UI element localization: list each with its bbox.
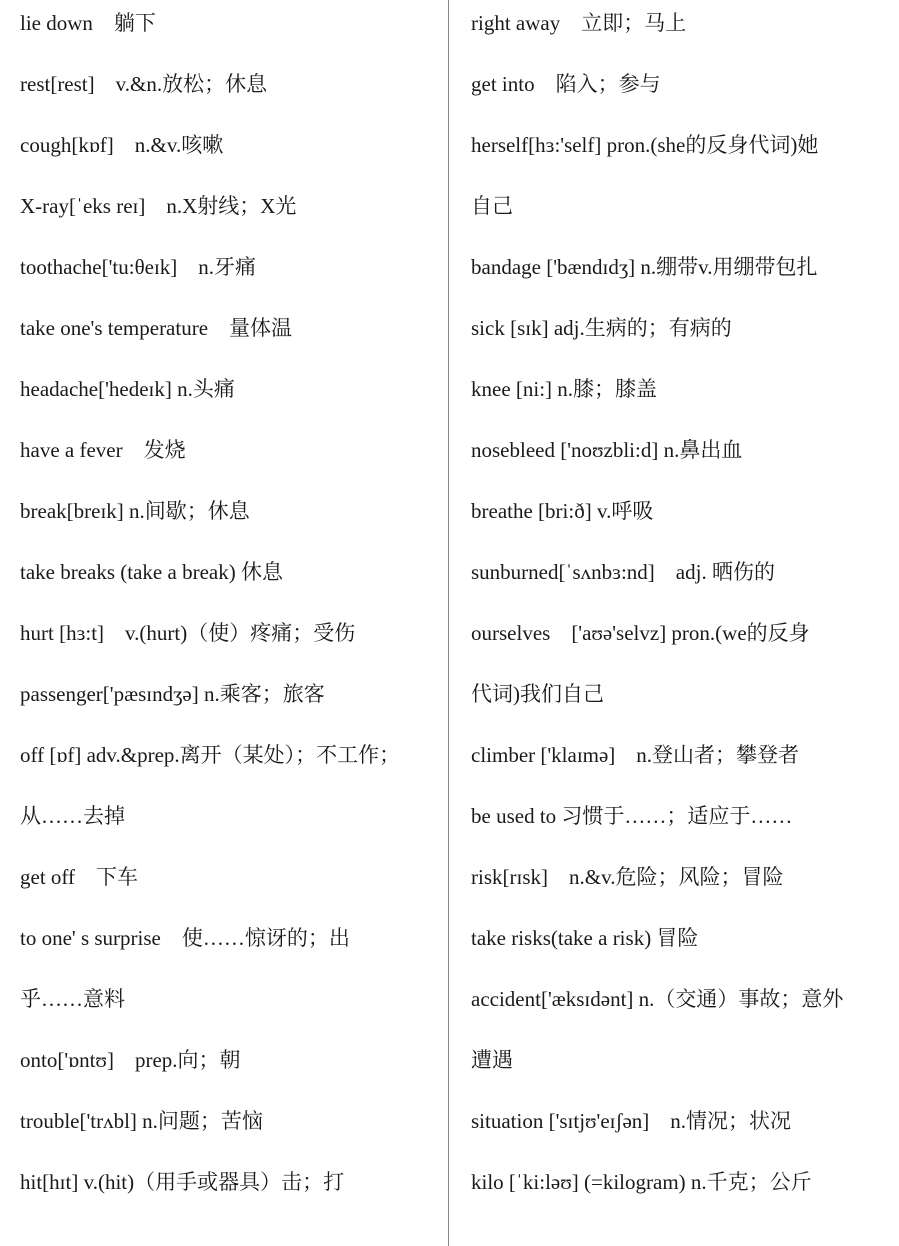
vocab-line: lie down 躺下 [20, 11, 156, 35]
vocab-line: 从……去掉 [20, 804, 125, 828]
vocab-line: hit[hɪt] v.(hit)（用手或器具）击；打 [20, 1170, 345, 1194]
vocab-line: breathe [bri:ð] v.呼吸 [471, 499, 654, 523]
vocab-line: bandage ['bændɪdʒ] n.绷带v.用绷带包扎 [471, 255, 818, 279]
vocab-line: situation ['sɪtjʊ'eɪʃən] n.情况；状况 [471, 1109, 792, 1133]
vocab-line: take breaks (take a break) 休息 [20, 560, 283, 584]
vocab-line: passenger['pæsɪndʒə] n.乘客；旅客 [20, 682, 325, 706]
vocab-line: take risks(take a risk) 冒险 [471, 926, 699, 950]
vocab-line: get into 陷入；参与 [471, 72, 661, 96]
vocab-line: to one' s surprise 使……惊讶的；出 [20, 926, 350, 950]
vocab-line: climber ['klaɪmə] n.登山者；攀登者 [471, 743, 800, 767]
vocab-line: be used to 习惯于……；适应于…… [471, 804, 793, 828]
vocab-line: knee [ni:] n.膝；膝盖 [471, 377, 658, 401]
vocab-line: ourselves ['aʊə'selvz] pron.(we的反身 [471, 621, 810, 645]
vocab-line: rest[rest] v.&n.放松；休息 [20, 72, 268, 96]
vocab-line: cough[kɒf] n.&v.咳嗽 [20, 133, 224, 157]
vocab-line: X-ray[ˈeks reɪ] n.X射线；X光 [20, 194, 297, 218]
left-column [20, 0, 440, 1220]
vocab-line: 乎……意料 [20, 987, 125, 1011]
vocab-line: accident['æksɪdənt] n.（交通）事故；意外 [471, 987, 844, 1011]
vocab-line: risk[rɪsk] n.&v.危险；风险；冒险 [471, 865, 784, 889]
column-divider [448, 0, 449, 1246]
vocab-line: break[breɪk] n.间歇；休息 [20, 499, 250, 523]
vocab-line: 遭遇 [471, 1048, 513, 1072]
vocab-line: herself[hɜ:'self] pron.(she的反身代词)她 [471, 133, 819, 157]
vocab-line: sick [sɪk] adj.生病的；有病的 [471, 316, 732, 340]
vocab-line: nosebleed ['noʊzbli:d] n.鼻出血 [471, 438, 743, 462]
vocab-line: 自己 [471, 194, 513, 218]
vocab-line: right away 立即；马上 [471, 11, 687, 35]
vocab-line: have a fever 发烧 [20, 438, 186, 462]
vocab-line: onto['ɒntʊ] prep.向；朝 [20, 1048, 241, 1072]
vocab-line: sunburned[ˈsʌnbɜ:nd] adj. 晒伤的 [471, 560, 775, 584]
vocab-line: get off 下车 [20, 865, 139, 889]
vocab-line: hurt [hɜ:t] v.(hurt)（使）疼痛；受伤 [20, 621, 356, 645]
vocab-line: 代词)我们自己 [471, 682, 604, 706]
vocab-line: kilo [ˈki:ləʊ] (=kilogram) n.千克；公斤 [471, 1170, 812, 1194]
vocab-line: take one's temperature 量体温 [20, 316, 293, 340]
vocab-line: headache['hedeɪk] n.头痛 [20, 377, 235, 401]
vocab-line: toothache['tu:θeɪk] n.牙痛 [20, 255, 257, 279]
vocab-line: trouble['trʌbl] n.问题；苦恼 [20, 1109, 263, 1133]
right-column [471, 0, 891, 1220]
vocab-line: off [ɒf] adv.&prep.离开（某处）；不工作； [20, 743, 401, 767]
